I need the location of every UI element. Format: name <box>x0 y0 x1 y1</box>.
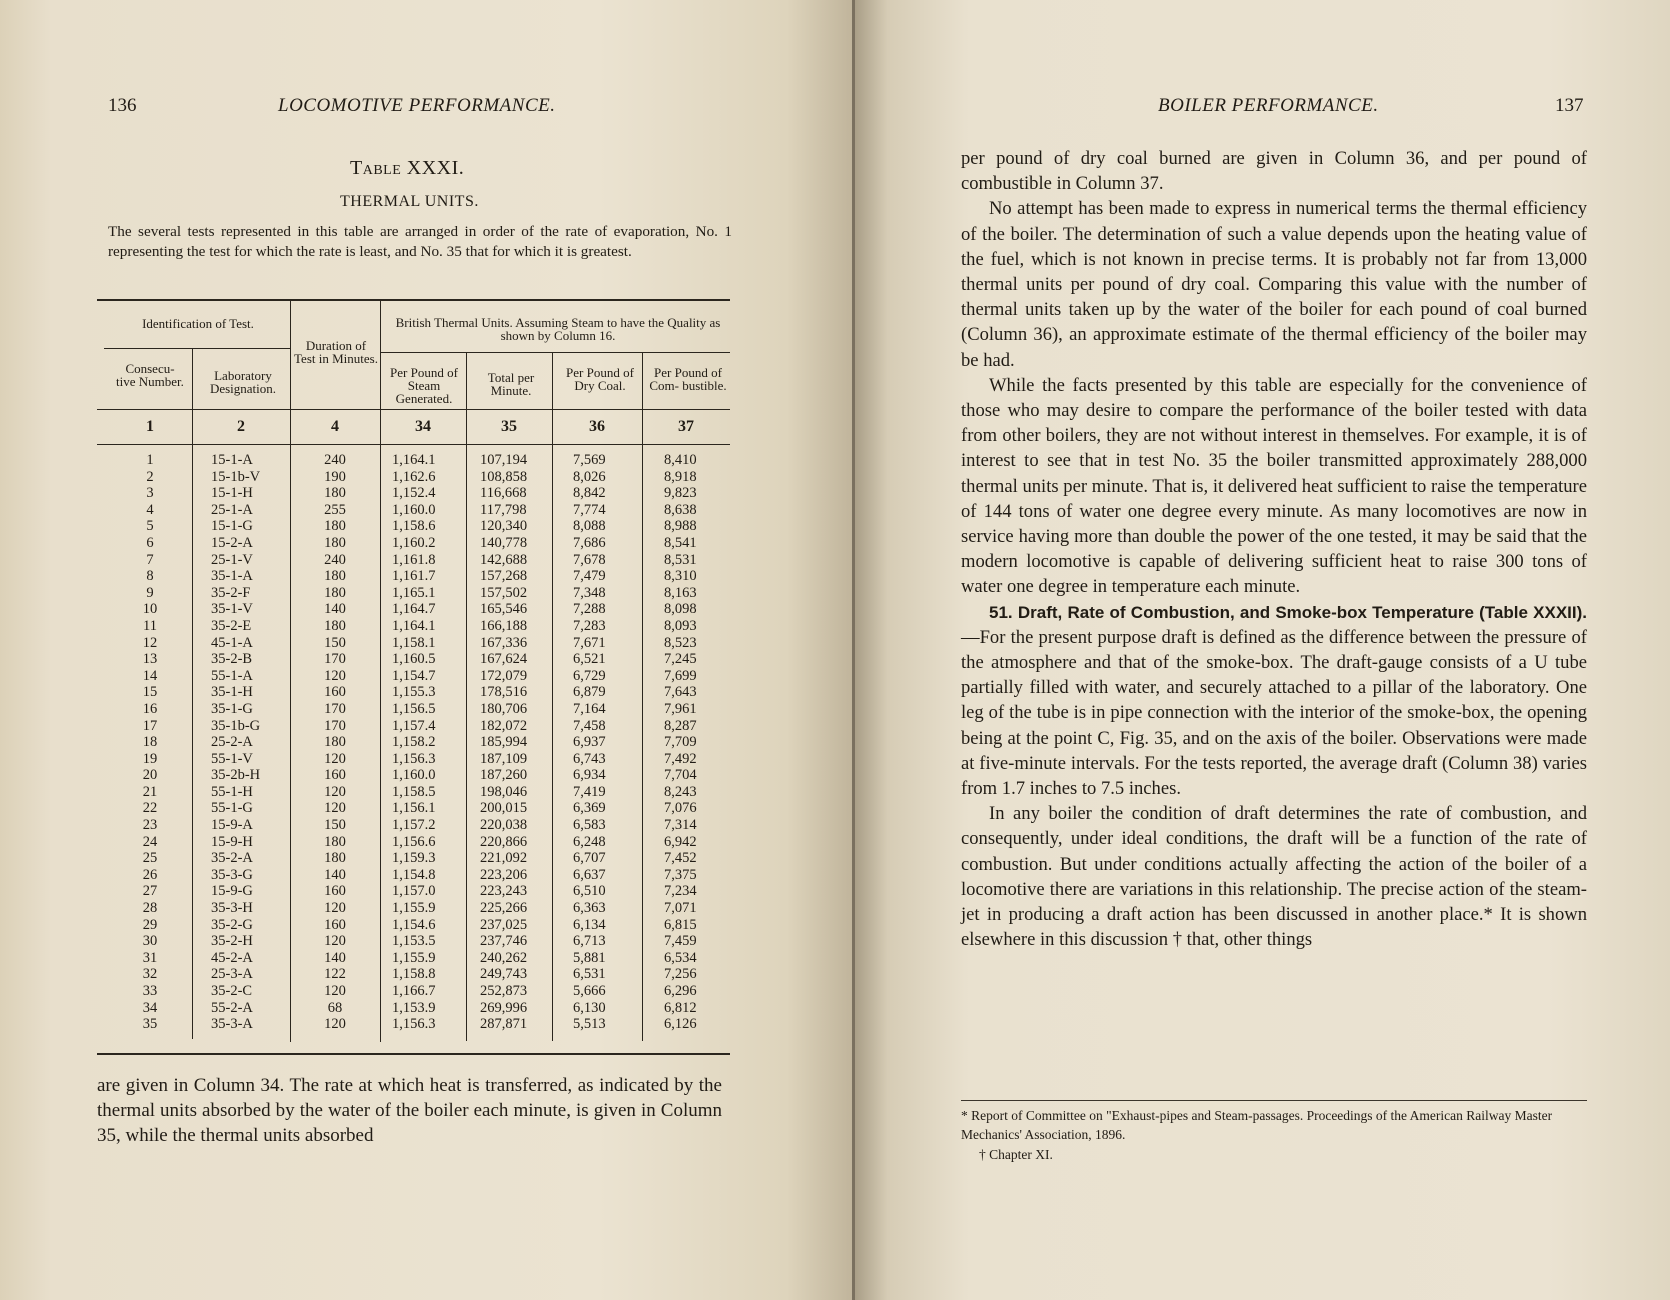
table-cell: 8,988 <box>664 518 697 535</box>
table-cell: 29 <box>142 916 158 933</box>
table-cell: 170 <box>324 651 346 668</box>
table-cell: 160 <box>324 883 346 900</box>
table-cell: 178,516 <box>480 684 528 701</box>
table-cell: 1,160.0 <box>392 767 436 784</box>
table-cell: 7,774 <box>573 501 606 518</box>
table-vline <box>642 353 643 1041</box>
table-cell: 120 <box>324 1016 346 1033</box>
table-cell: 7 <box>146 551 154 568</box>
table-cell: 35-2-E <box>211 617 252 634</box>
column-number: 36 <box>589 418 605 435</box>
table-cell: 1,165.1 <box>392 584 436 601</box>
table-cell: 108,858 <box>480 468 528 485</box>
table-cell: 33 <box>142 983 158 999</box>
column-consecutive-number <box>126 452 174 1033</box>
table-cell: 25-1-V <box>211 551 253 568</box>
table-cell: 6,707 <box>573 850 606 867</box>
column-number: 34 <box>415 418 431 435</box>
table-cell: 180 <box>324 568 346 585</box>
table-cell: 12 <box>142 634 158 651</box>
footnote: * Report of Committee on "Exhaust-pipes and Steam-passages. Proceedings of the American Railway Master Mechanics' Association, 1896. <box>961 1108 1553 1142</box>
table-cell: 28 <box>142 900 158 917</box>
table-cell: 35-3-G <box>211 866 253 883</box>
header-laboratory-designation: Laboratory Designation. <box>209 368 277 396</box>
table-cell: 15-2-A <box>211 534 253 551</box>
table-cell: 190 <box>324 468 346 485</box>
table-cell: 1,155.9 <box>392 900 436 917</box>
footnote-rule <box>961 1100 1587 1101</box>
table-cell: 5,513 <box>573 1016 606 1033</box>
table-cell: 35-2-B <box>211 651 253 668</box>
paragraph: In any boiler the condition of draft determines the rate of combustion, and consequently, under ideal conditions, the draft will be a function of the rate of combustion. But under conditions actually affecting the action of the boiler of a locomotive there are variations in this relationship. The precise action of the steam-jet in producing a draft action has been discussed in another place.* It is shown elsewhere in this discussion † that, other things <box>961 803 1587 951</box>
paragraph: While the facts presented by this table are especially for the convenience of those who may desire to compare the performance of the boiler tested with data from other boilers, they are not without interest in themselves. For example, it is of interest to see that in test No. 35 the boiler transmitted approximately 288,000 thermal units per minute. That is, it delivered heat sufficient to raise the temperature of 144 tons of water one degree every minute. As many locomotives are now in service having more than double the power of the one tested, it may be said that the modern locomotive is capable of delivering sufficient heat to raise 300 tons of water one degree in temperature each minute. <box>961 374 1587 598</box>
header-btu-group: British Thermal Units. Assuming Steam to have the Quality as shown by Column 16. <box>395 315 721 343</box>
table-cell: 14 <box>142 667 158 684</box>
table-cell: 221,092 <box>480 850 528 867</box>
table-cell: 6,248 <box>573 833 606 850</box>
table-cell: 166,188 <box>480 617 528 634</box>
table-cell: 35-3-H <box>211 900 253 917</box>
table-vline <box>290 300 291 1042</box>
table-cell: 7,671 <box>573 634 606 651</box>
table-cell: 6,815 <box>664 916 697 933</box>
table-cell: 172,079 <box>480 667 528 684</box>
table-cell: 150 <box>324 817 346 834</box>
column-number: 35 <box>501 418 517 435</box>
table-cell: 1,166.7 <box>392 983 436 999</box>
table-cell: 6,934 <box>573 767 606 784</box>
table-cell: 5,666 <box>573 983 606 999</box>
table-cell: 25-3-A <box>211 966 253 983</box>
table-cell: 15 <box>142 684 158 701</box>
table-cell: 165,546 <box>480 601 528 618</box>
table-bottom-rule <box>97 1053 730 1055</box>
table-cell: 7,234 <box>664 883 697 900</box>
table-cell: 200,015 <box>480 800 528 817</box>
table-cell: 140 <box>324 866 346 883</box>
table-cell: 1,156.6 <box>392 833 436 850</box>
table-cell: 120 <box>324 933 346 950</box>
table-cell: 6,134 <box>573 916 606 933</box>
table-cell: 180,706 <box>480 700 528 717</box>
table-cell: 7,256 <box>664 966 697 983</box>
btu-group-rule <box>380 352 730 353</box>
column-total-per-minute <box>480 452 548 1033</box>
table-cell: 240 <box>324 452 346 468</box>
table-cell: 10 <box>142 601 158 618</box>
table-cell: 7,314 <box>664 817 697 834</box>
table-cell: 1,161.8 <box>392 551 436 568</box>
table-cell: 8,918 <box>664 468 697 485</box>
table-cell: 1,160.0 <box>392 501 436 518</box>
table-cell: 55-1-V <box>211 750 253 767</box>
table-vline <box>192 349 193 1039</box>
table-cell: 9 <box>146 584 154 601</box>
table-cell: 140,778 <box>480 534 528 551</box>
table-cell: 160 <box>324 916 346 933</box>
table-cell: 8,026 <box>573 468 606 485</box>
table-cell: 116,668 <box>480 485 527 502</box>
table-cell: 117,798 <box>480 501 527 518</box>
table-cell: 15-9-G <box>211 883 253 900</box>
table-cell: 6,743 <box>573 750 606 767</box>
table-subtitle: THERMAL UNITS. <box>340 193 479 210</box>
table-cell: 187,109 <box>480 750 528 767</box>
table-cell: 220,866 <box>480 833 528 850</box>
table-cell: 7,479 <box>573 568 606 585</box>
table-cell: 1 <box>146 452 154 468</box>
table-cell: 5 <box>146 518 154 535</box>
table-cell: 1,157.2 <box>392 817 436 834</box>
table-cell: 7,678 <box>573 551 606 568</box>
table-cell: 240 <box>324 551 346 568</box>
table-cell: 140 <box>324 601 346 618</box>
table-cell: 8,098 <box>664 601 697 618</box>
table-cell: 170 <box>324 700 346 717</box>
table-cell: 120,340 <box>480 518 528 535</box>
table-cell: 223,243 <box>480 883 528 900</box>
table-cell: 23 <box>142 817 158 834</box>
table-cell: 25 <box>142 850 158 867</box>
table-cell: 1,154.6 <box>392 916 436 933</box>
table-cell: 15-1b-V <box>211 468 261 485</box>
table-cell: 180 <box>324 485 346 502</box>
column-number: 1 <box>146 418 154 435</box>
table-cell: 252,873 <box>480 983 528 999</box>
table-cell: 7,283 <box>573 617 606 634</box>
table-cell: 6,583 <box>573 817 606 834</box>
table-cell: 32 <box>142 966 158 983</box>
table-cell: 120 <box>324 983 346 999</box>
page-number-right: 137 <box>1555 95 1584 116</box>
table-cell: 8,088 <box>573 518 606 535</box>
table-cell: 157,268 <box>480 568 528 585</box>
table-cell: 8,243 <box>664 783 697 800</box>
table-cell: 8,410 <box>664 452 697 468</box>
table-cell: 1,153.9 <box>392 999 436 1016</box>
table-cell: 255 <box>324 501 346 518</box>
table-cell: 8,310 <box>664 568 697 585</box>
table-cell: 1,160.5 <box>392 651 436 668</box>
table-cell: 225,266 <box>480 900 528 917</box>
table-cell: 180 <box>324 734 346 751</box>
table-cell: 6 <box>146 534 154 551</box>
table-cell: 35-1-G <box>211 700 253 717</box>
table-cell: 15-9-H <box>211 833 253 850</box>
table-cell: 140 <box>324 949 346 966</box>
table-cell: 120 <box>324 900 346 917</box>
table-cell: 7,643 <box>664 684 697 701</box>
table-cell: 35-1b-G <box>211 717 261 734</box>
table-cell: 7,288 <box>573 601 606 618</box>
ident-group-rule <box>104 348 290 349</box>
table-cell: 237,025 <box>480 916 528 933</box>
table-cell: 20 <box>142 767 158 784</box>
table-cell: 1,152.4 <box>392 485 436 502</box>
table-cell: 6,510 <box>573 883 606 900</box>
table-cell: 25-2-A <box>211 734 253 751</box>
table-cell: 122 <box>324 966 346 983</box>
table-cell: 55-1-A <box>211 667 253 684</box>
table-cell: 180 <box>324 534 346 551</box>
table-cell: 11 <box>143 617 157 634</box>
table-title: Table XXXI. <box>350 157 465 179</box>
table-cell: 1,161.7 <box>392 568 436 585</box>
table-cell: 120 <box>324 750 346 767</box>
table-cell: 223,206 <box>480 866 528 883</box>
table-cell: 7,704 <box>664 767 697 784</box>
table-cell: 170 <box>324 717 346 734</box>
table-cell: 1,153.5 <box>392 933 436 950</box>
column-duration <box>310 452 360 1033</box>
table-intro: The several tests represented in this table are arranged in order of the rate of evaporation, No. 1 representing the test for which the rate is least, and No. 35 that for which it is greatest. <box>108 223 732 260</box>
table-cell: 1,154.7 <box>392 667 436 684</box>
table-cell: 198,046 <box>480 783 528 800</box>
table-cell: 220,038 <box>480 817 528 834</box>
table-cell: 8,093 <box>664 617 697 634</box>
table-cell: 157,502 <box>480 584 528 601</box>
table-cell: 1,156.3 <box>392 750 436 767</box>
column-number: 37 <box>678 418 694 435</box>
table-cell: 18 <box>142 734 158 751</box>
table-cell: 22 <box>142 800 158 817</box>
table-cell: 120 <box>324 667 346 684</box>
paragraph <box>961 600 1587 802</box>
table-cell: 142,688 <box>480 551 528 568</box>
table-cell: 6,521 <box>573 651 606 668</box>
table-cell: 1,156.1 <box>392 800 436 817</box>
table-cell: 45-1-A <box>211 634 253 651</box>
right-body-text <box>961 146 1587 953</box>
table-cell: 34 <box>142 999 158 1016</box>
table-cell: 1,158.8 <box>392 966 436 983</box>
table-cell: 16 <box>142 700 158 717</box>
table-cell: 13 <box>142 651 158 668</box>
table-cell: 1,155.9 <box>392 949 436 966</box>
running-head-left: LOCOMOTIVE PERFORMANCE. <box>278 95 556 116</box>
table-cell: 160 <box>324 767 346 784</box>
table-cell: 4 <box>146 501 154 518</box>
header-total-per-minute: Total per Minute. <box>487 370 535 398</box>
table-cell: 3 <box>146 485 154 502</box>
table-cell: 7,709 <box>664 734 697 751</box>
footnote: † Chapter XI. <box>979 1147 1053 1162</box>
table-cell: 1,164.7 <box>392 601 436 618</box>
table-cell: 7,071 <box>664 900 697 917</box>
table-cell: 1,158.5 <box>392 783 436 800</box>
left-body-text: are given in Column 34. The rate at which heat is transferred, as indicated by the thermal units absorbed by the water of the boiler each minute, is given in Column 35, while the thermal units absorbed <box>97 1075 722 1146</box>
table-cell: 1,156.5 <box>392 700 436 717</box>
column-laboratory-designation <box>211 452 286 1033</box>
table-cell: 7,569 <box>573 452 606 468</box>
table-cell: 237,746 <box>480 933 528 950</box>
table-cell: 6,729 <box>573 667 606 684</box>
table-cell: 167,336 <box>480 634 528 651</box>
table-cell: 120 <box>324 800 346 817</box>
paragraph: No attempt has been made to express in numerical terms the thermal efficiency of the boiler. The determination of such a value depends upon the heating value of the fuel, which is not known in precise terms. It is probably not far from 13,000 thermal units per pound of dry coal. Comparing this value with the number of thermal units taken up by the water of the boiler for each pound of coal burned (Column 36), an approximate estimate of the thermal efficiency of the boiler may be had. <box>961 198 1587 371</box>
table-cell: 15-1-G <box>211 518 253 535</box>
table-cell: 180 <box>324 833 346 850</box>
table-cell: 7,961 <box>664 700 697 717</box>
table-cell: 7,459 <box>664 933 697 950</box>
column-per-pound-combustible <box>664 452 724 1033</box>
table-cell: 240,262 <box>480 949 528 966</box>
table-cell: 160 <box>324 684 346 701</box>
table-cell: 180 <box>324 584 346 601</box>
table-cell: 35-2b-H <box>211 767 261 784</box>
table-cell: 25-1-A <box>211 501 253 518</box>
table-cell: 6,942 <box>664 833 697 850</box>
table-cell: 35-1-A <box>211 568 253 585</box>
table-cell: 24 <box>142 833 158 850</box>
table-cell: 6,937 <box>573 734 606 751</box>
page-number-left: 136 <box>108 95 137 116</box>
table-cell: 15-1-A <box>211 452 253 468</box>
table-cell: 7,164 <box>573 700 606 717</box>
table-cell: 7,245 <box>664 651 697 668</box>
table-cell: 6,369 <box>573 800 606 817</box>
column-per-pound-steam <box>392 452 462 1033</box>
table-cell: 6,534 <box>664 949 697 966</box>
table-cell: 55-2-A <box>211 999 253 1016</box>
table-cell: 8,523 <box>664 634 697 651</box>
table-cell: 7,492 <box>664 750 697 767</box>
table-cell: 1,159.3 <box>392 850 436 867</box>
table-cell: 35-1-V <box>211 601 253 618</box>
table-cell: 6,812 <box>664 999 697 1016</box>
table-cell: 8,163 <box>664 584 697 601</box>
table-cell: 287,871 <box>480 1016 528 1033</box>
table-vline <box>466 353 467 1041</box>
table-cell: 7,686 <box>573 534 606 551</box>
table-cell: 35-2-F <box>211 584 251 601</box>
table-cell: 1,157.4 <box>392 717 436 734</box>
table-cell: 1,158.1 <box>392 634 436 651</box>
header-per-pound-combustible: Per Pound of Com- bustible. <box>649 365 727 393</box>
table-top-rule <box>97 299 730 301</box>
table-cell: 2 <box>146 468 154 485</box>
table-cell: 8,531 <box>664 551 697 568</box>
table-cell: 7,348 <box>573 584 606 601</box>
header-per-pound-steam: Per Pound of Steam Generated. <box>390 365 458 406</box>
table-cell: 150 <box>324 634 346 651</box>
table-cell: 6,879 <box>573 684 606 701</box>
table-cell: 107,194 <box>480 452 528 468</box>
table-cell: 8,287 <box>664 717 697 734</box>
table-cell: 35-3-A <box>211 1016 253 1033</box>
table-cell: 27 <box>142 883 158 900</box>
table-cell: 7,375 <box>664 866 697 883</box>
table-cell: 187,260 <box>480 767 528 784</box>
header-identification: Identification of Test. <box>142 316 254 331</box>
table-cell: 249,743 <box>480 966 528 983</box>
table-cell: 7,458 <box>573 717 606 734</box>
table-cell: 8,541 <box>664 534 697 551</box>
table-cell: 6,713 <box>573 933 606 950</box>
table-cell: 7,699 <box>664 667 697 684</box>
section-heading: 51. Draft, Rate of Combustion, and Smoke-box Temperature (Table XXXII). <box>989 602 1587 622</box>
table-cell: 45-2-A <box>211 949 253 966</box>
table-cell: 1,162.6 <box>392 468 436 485</box>
table-cell: 35-2-H <box>211 933 253 950</box>
table-cell: 9,823 <box>664 485 697 502</box>
table-cell: 1,155.3 <box>392 684 436 701</box>
table-cell: 30 <box>142 933 158 950</box>
table-cell: 35-2-A <box>211 850 253 867</box>
header-consecutive-number: Consecu- tive Number. <box>116 361 184 389</box>
table-cell: 6,130 <box>573 999 606 1016</box>
table-cell: 120 <box>324 783 346 800</box>
table-cell: 1,158.6 <box>392 518 436 535</box>
table-cell: 1,160.2 <box>392 534 436 551</box>
table-cell: 1,158.2 <box>392 734 436 751</box>
table-cell: 55-1-H <box>211 783 253 800</box>
table-cell: 180 <box>324 518 346 535</box>
table-cell: 8,842 <box>573 485 606 502</box>
table-cell: 17 <box>142 717 158 734</box>
table-cell: 7,452 <box>664 850 697 867</box>
table-cell: 15-9-A <box>211 817 253 834</box>
table-vline <box>552 353 553 1041</box>
column-number: 4 <box>331 418 339 435</box>
column-number: 2 <box>237 418 245 435</box>
table-cell: 35-1-H <box>211 684 253 701</box>
table-cell: 180 <box>324 617 346 634</box>
running-head-right: BOILER PERFORMANCE. <box>1158 95 1379 116</box>
table-cell: 35-2-G <box>211 916 253 933</box>
table-cell: 31 <box>142 949 158 966</box>
table-cell: 19 <box>142 750 158 767</box>
table-cell: 8,638 <box>664 501 697 518</box>
table-cell: 6,126 <box>664 1016 697 1033</box>
header-per-pound-dry-coal: Per Pound of Dry Coal. <box>566 365 634 393</box>
table-cell: 8 <box>146 568 154 585</box>
table-cell: 1,154.8 <box>392 866 436 883</box>
column-per-pound-dry-coal <box>573 452 633 1033</box>
table-cell: 6,637 <box>573 866 606 883</box>
paragraph: per pound of dry coal burned are given in Column 36, and per pound of combustible in Column 37. <box>961 148 1587 195</box>
table-cell: 26 <box>142 866 158 883</box>
table-cell: 7,076 <box>664 800 697 817</box>
table-cell: 180 <box>324 850 346 867</box>
table-cell: 1,157.0 <box>392 883 436 900</box>
table-cell: 185,994 <box>480 734 528 751</box>
table-cell: 7,419 <box>573 783 606 800</box>
header-duration: Duration of Test in Minutes. <box>294 338 378 366</box>
table-cell: 35 <box>142 1016 158 1033</box>
table-cell: 1,164.1 <box>392 617 436 634</box>
table-cell: 269,996 <box>480 999 528 1016</box>
table-vline <box>380 300 381 1042</box>
table-cell: 1,156.3 <box>392 1016 436 1033</box>
table-cell: 1,164.1 <box>392 452 436 468</box>
table-cell: 21 <box>142 783 158 800</box>
table-cell: 167,624 <box>480 651 528 668</box>
table-cell: 5,881 <box>573 949 606 966</box>
table-cell: 68 <box>327 999 343 1016</box>
paragraph-text: —For the present purpose draft is defined as the difference between the pressure of the atmosphere and that of the smoke-box. The draft-gauge consists of a U tube partially filled with water, and securely attached to a pillar of the laboratory. One leg of the tube is in pipe connection with the interior of the smoke-box, the opening being at the point C, Fig. 35, and on the axis of the boiler. Observations were made at five-minute intervals. For the tests reported, the average draft (Column 38) varies from 1.7 inches to 7.5 inches. <box>961 626 1587 800</box>
table-cell: 15-1-H <box>211 485 253 502</box>
table-cell: 6,296 <box>664 983 697 999</box>
table-cell: 35-2-C <box>211 983 253 999</box>
table-cell: 6,363 <box>573 900 606 917</box>
table-cell: 55-1-G <box>211 800 253 817</box>
table-cell: 182,072 <box>480 717 528 734</box>
table-cell: 6,531 <box>573 966 606 983</box>
